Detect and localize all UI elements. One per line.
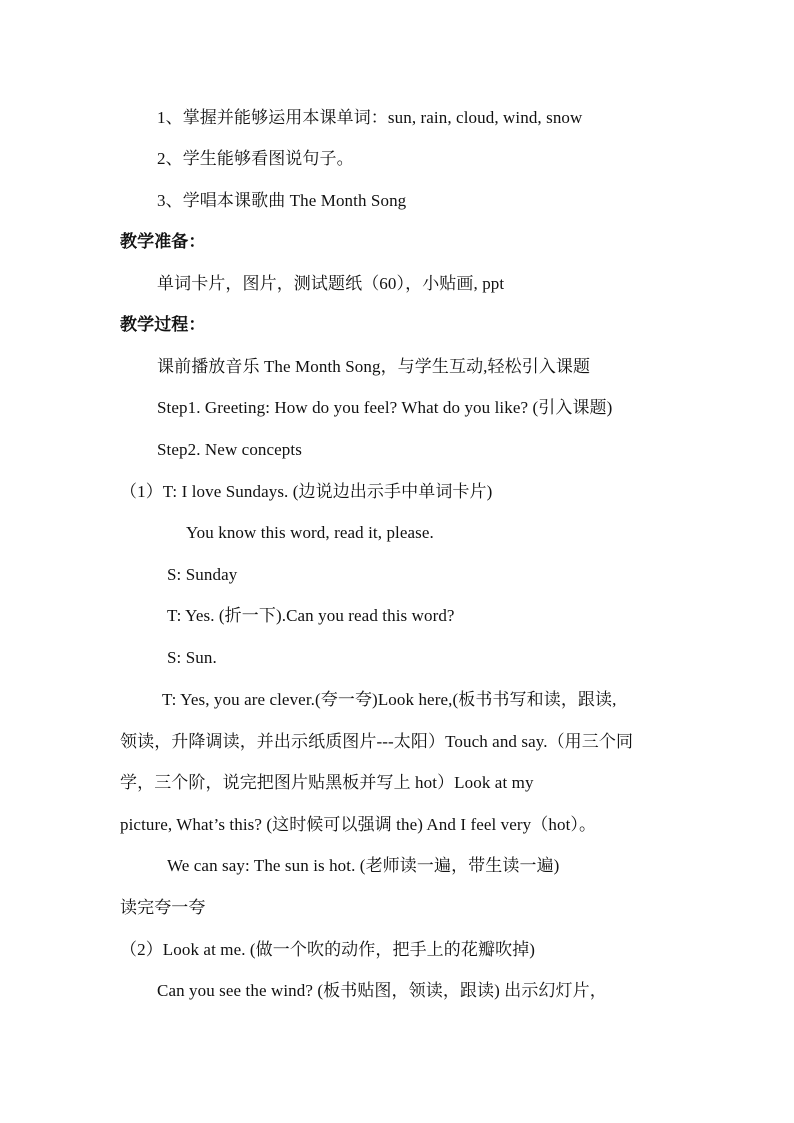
dialogue-line: T: Yes. (折一下).Can you read this word? <box>167 606 455 625</box>
dialogue-line: You know this word, read it, please. <box>186 523 434 542</box>
objective-1: 1、掌握并能够运用本课单词：sun, rain, cloud, wind, snow <box>157 108 583 127</box>
dialogue-line: S: Sunday <box>167 565 238 584</box>
preparation-materials: 单词卡片，图片，测试题纸（60），小贴画, ppt <box>157 274 505 293</box>
step1-line: Step1. Greeting: How do you feel? What do you like? (引入课题) <box>157 398 613 417</box>
section-heading-preparation: 教学准备： <box>120 232 206 251</box>
part2-heading: （2）Look at me. (做一个吹的动作，把手上的花瓣吹掉) <box>120 940 536 959</box>
paragraph-line: 读完夸一夸 <box>120 898 206 917</box>
paragraph-line: We can say: The sun is hot. (老师读一遍，带生读一遍) <box>167 856 560 875</box>
paragraph-line: Can you see the wind? (板书贴图，领读，跟读) 出示幻灯片， <box>157 981 607 1000</box>
paragraph-line: picture, What’s this? (这时候可以强调 the) And I feel very（hot）。 <box>120 815 597 834</box>
paragraph-line: 学，三个阶，说完把图片贴黑板并写上 hot）Look at my <box>120 773 534 792</box>
paragraph-line: 领读，升降调读，并出示纸质图片---太阳）Touch and say.（用三个同 <box>120 732 634 751</box>
section-heading-process: 教学过程： <box>120 315 206 334</box>
process-intro: 课前播放音乐 The Month Song，与学生互动,轻松引入课题 <box>157 357 591 376</box>
objective-3: 3、学唱本课歌曲 The Month Song <box>157 191 407 210</box>
dialogue-line: S: Sun. <box>167 648 217 667</box>
step2-line: Step2. New concepts <box>157 440 302 459</box>
objective-2: 2、学生能够看图说句子。 <box>157 149 354 168</box>
paragraph-line: T: Yes, you are clever.(夸一夸)Look here,(板书书写和读，跟读, <box>162 690 617 709</box>
part1-heading: （1）T: I love Sundays. (边说边出示手中单词卡片) <box>120 482 493 501</box>
